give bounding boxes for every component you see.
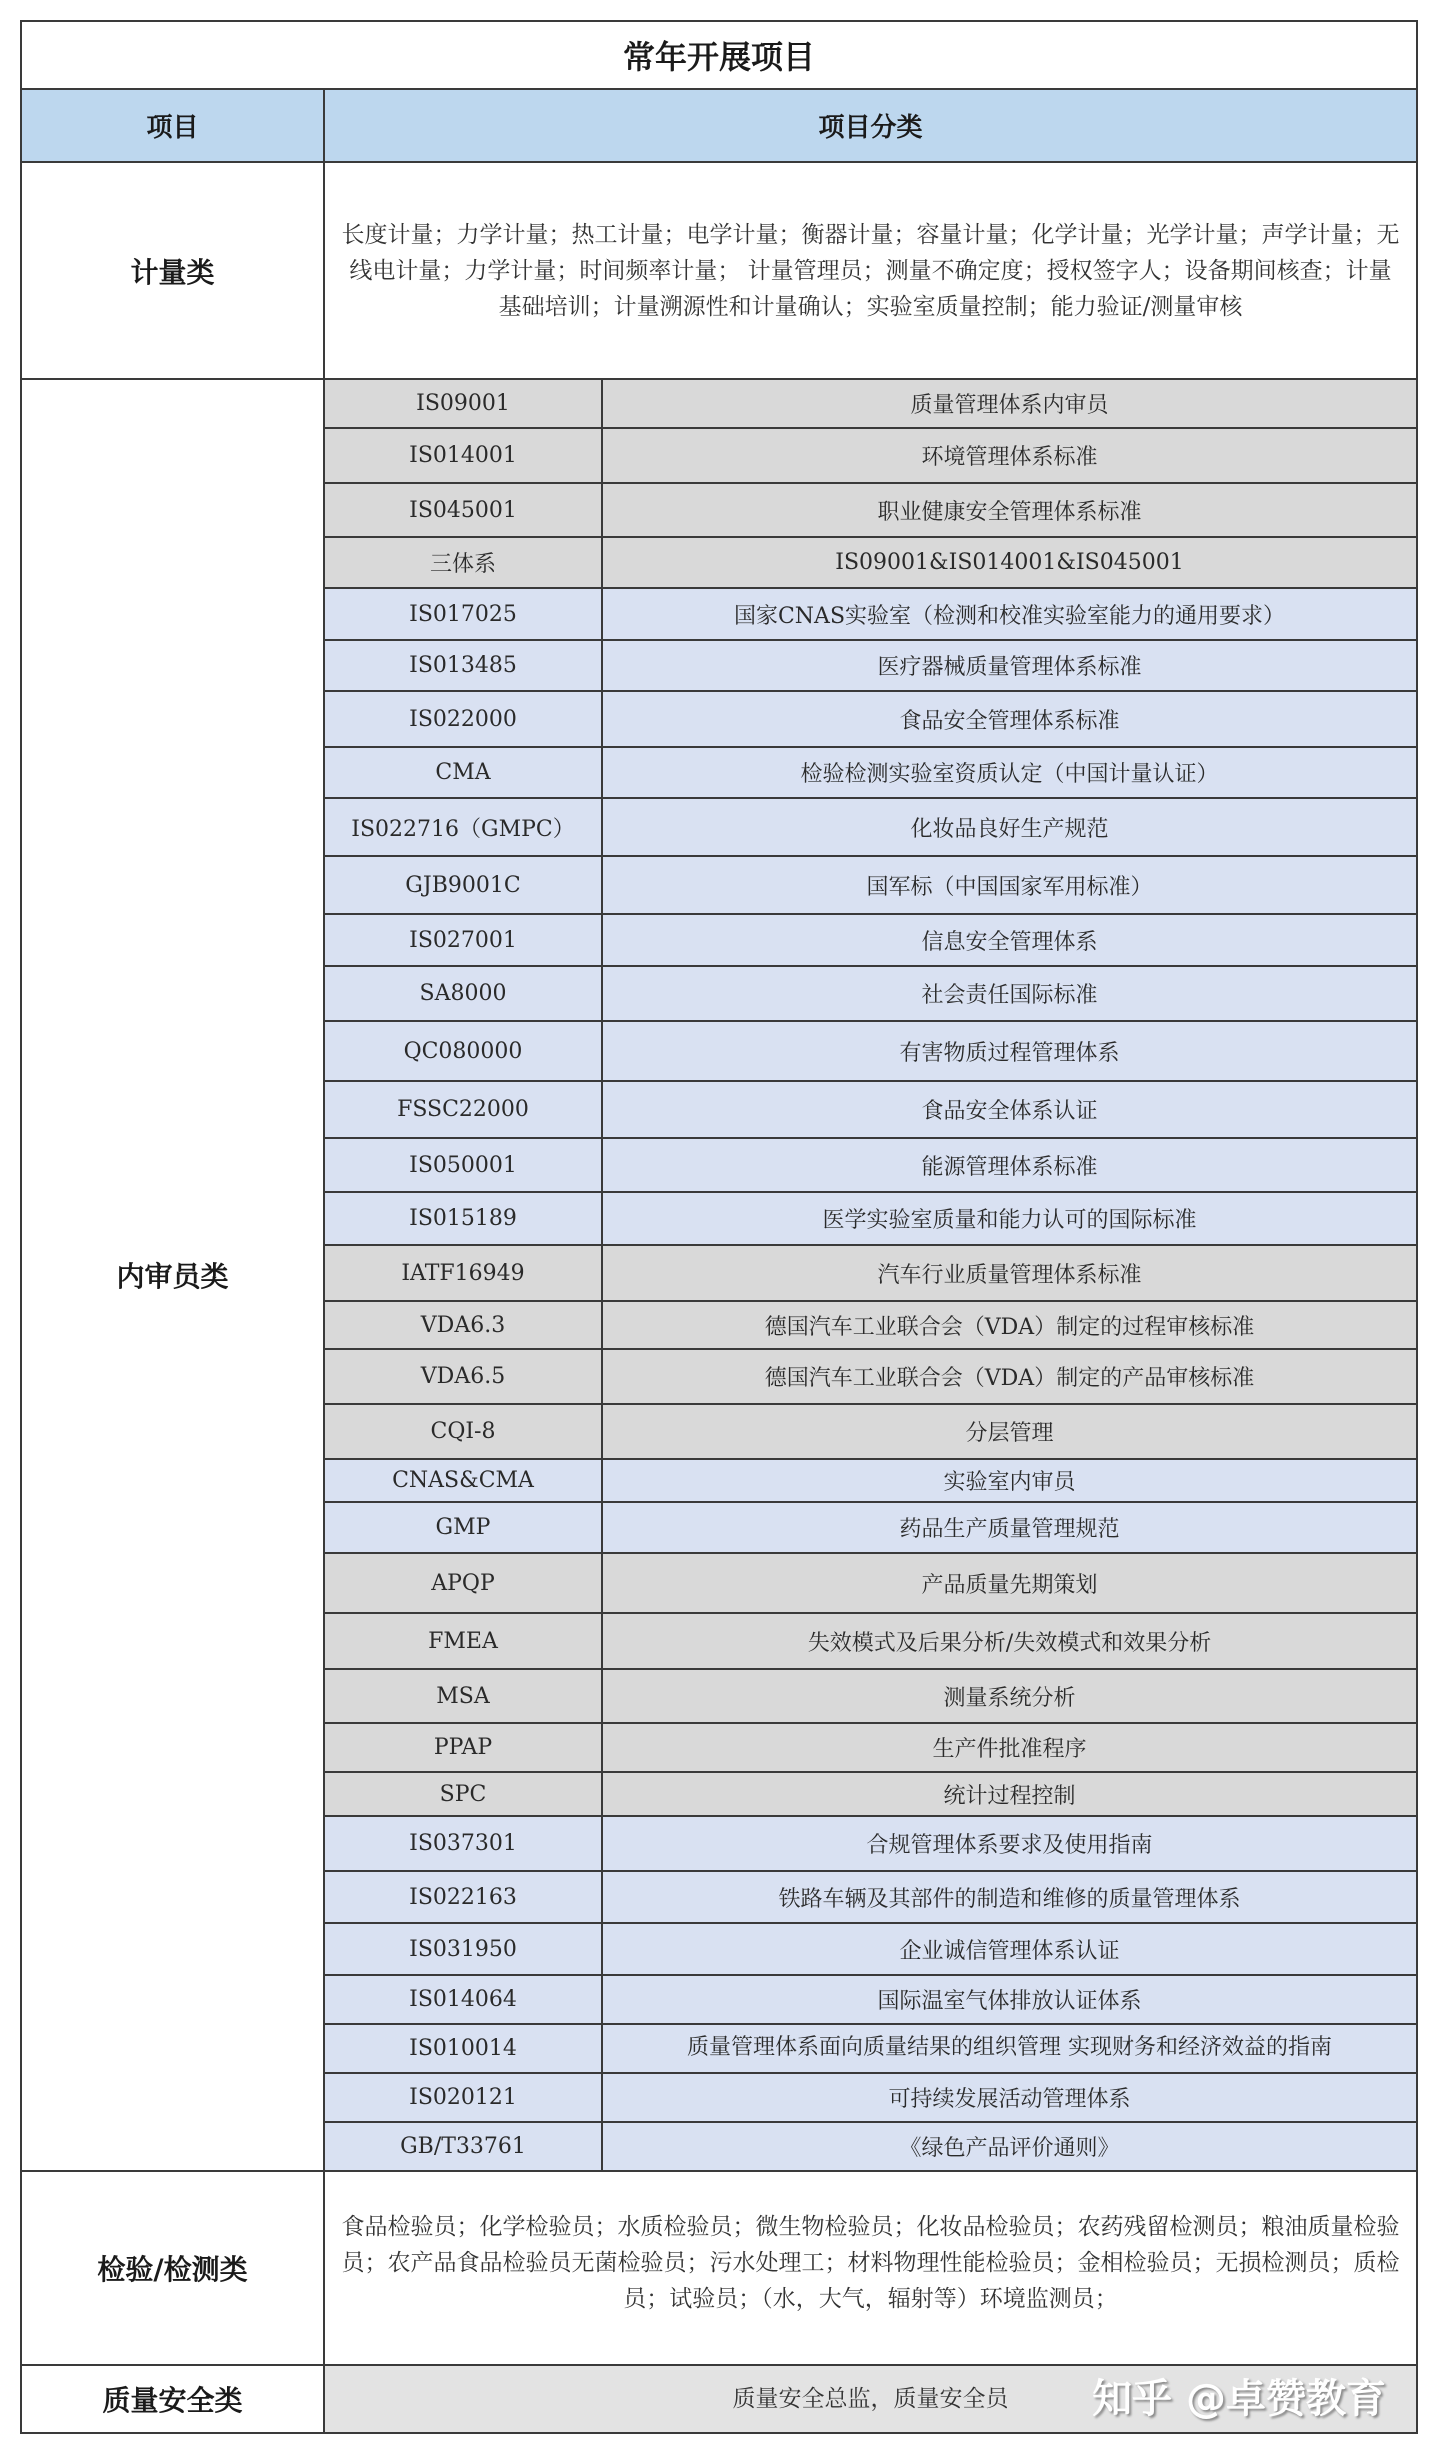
section-inspection bbox=[22, 2172, 1416, 2366]
watermark: 知乎 @卓赞教育 bbox=[1092, 2376, 1386, 2422]
standard-description: 食品安全体系认证 bbox=[921, 1099, 1098, 1124]
standard-code: GMP bbox=[325, 1503, 603, 1552]
standard-description: 生产件批准程序 bbox=[932, 1737, 1087, 1762]
table-row bbox=[325, 380, 1416, 429]
table-row bbox=[325, 484, 1416, 538]
standard-description: 德国汽车工业联合会（VDA）制定的产品审核标准 bbox=[764, 1366, 1255, 1391]
standard-description: 测量系统分析 bbox=[943, 1685, 1076, 1711]
standard-description: 汽车行业质量管理体系标准 bbox=[877, 1262, 1142, 1288]
header-category: 项目分类 bbox=[818, 113, 923, 143]
standard-code: VDA6.5 bbox=[325, 1350, 603, 1403]
table-row bbox=[325, 1817, 1416, 1872]
standard-code: IS022000 bbox=[325, 692, 603, 746]
table-row bbox=[325, 1302, 1416, 1350]
table-row bbox=[325, 857, 1416, 915]
section-text-safety-cell bbox=[325, 2366, 1416, 2432]
standard-description: 职业健康安全管理体系标准 bbox=[877, 499, 1142, 525]
table-row bbox=[325, 1724, 1416, 1773]
section-auditor bbox=[22, 380, 1416, 2172]
table-row bbox=[325, 641, 1416, 692]
table-row bbox=[325, 1773, 1416, 1817]
standard-description: 质量管理体系内审员 bbox=[910, 393, 1109, 418]
standard-code: IS027001 bbox=[325, 915, 603, 965]
standard-description: 德国汽车工业联合会（VDA）制定的过程审核标准 bbox=[764, 1314, 1255, 1340]
table-row bbox=[325, 1976, 1416, 2025]
table-header bbox=[22, 90, 1416, 163]
standard-code: IS022163 bbox=[325, 1872, 603, 1922]
table-row bbox=[325, 2025, 1416, 2074]
standard-description: 有害物质过程管理体系 bbox=[899, 1040, 1120, 1066]
standard-description: 信息安全管理体系 bbox=[921, 929, 1098, 955]
standard-description: 实验室内审员 bbox=[943, 1470, 1076, 1495]
standard-code: VDA6.3 bbox=[325, 1302, 603, 1348]
projects-table bbox=[20, 20, 1418, 2434]
section-safety bbox=[22, 2366, 1416, 2432]
table-row bbox=[325, 2074, 1416, 2123]
section-label-safety: 质量安全类 bbox=[22, 2366, 325, 2432]
standard-code: MSA bbox=[325, 1670, 603, 1722]
standard-code: IS09001 bbox=[325, 380, 603, 427]
standard-code: IS037301 bbox=[325, 1817, 603, 1870]
standard-code: IS014064 bbox=[325, 1976, 603, 2023]
table-row bbox=[325, 589, 1416, 641]
standard-code: GB/T33761 bbox=[325, 2123, 603, 2170]
standard-description: 食品安全管理体系标准 bbox=[899, 708, 1120, 734]
standard-code: GJB9001C bbox=[325, 857, 603, 913]
standard-code: IS045001 bbox=[325, 484, 603, 536]
standard-description: 国军标（中国国家军用标准） bbox=[866, 874, 1153, 900]
standard-description: IS09001&IS014001&IS045001 bbox=[835, 550, 1184, 575]
standard-code: IS010014 bbox=[325, 2025, 603, 2072]
standard-description: 能源管理体系标准 bbox=[921, 1154, 1098, 1180]
table-row bbox=[325, 1554, 1416, 1614]
standard-code: IS017025 bbox=[325, 589, 603, 639]
table-row bbox=[325, 1350, 1416, 1405]
table-row bbox=[325, 1139, 1416, 1193]
section-text-safety: 质量安全总监，质量安全员 bbox=[732, 2386, 1009, 2412]
table-row bbox=[325, 2123, 1416, 2170]
table-row bbox=[325, 1614, 1416, 1670]
standard-code: CQI-8 bbox=[325, 1405, 603, 1458]
standard-description: 失效模式及后果分析/失效模式和效果分析 bbox=[807, 1630, 1212, 1656]
standard-description: 社会责任国际标准 bbox=[921, 983, 1098, 1008]
section-metrology bbox=[22, 163, 1416, 380]
table-row bbox=[325, 799, 1416, 857]
standard-code: IS031950 bbox=[325, 1924, 603, 1974]
table-row bbox=[325, 1022, 1416, 1082]
section-label-inspection: 检验/检测类 bbox=[22, 2172, 325, 2364]
standard-code: IS050001 bbox=[325, 1139, 603, 1191]
standard-code: SA8000 bbox=[325, 967, 603, 1020]
standard-description: 合规管理体系要求及使用指南 bbox=[866, 1833, 1153, 1858]
standard-description: 分层管理 bbox=[965, 1421, 1054, 1446]
table-row bbox=[325, 1670, 1416, 1724]
table-row bbox=[325, 1924, 1416, 1976]
table-row bbox=[325, 692, 1416, 748]
table-row bbox=[325, 967, 1416, 1022]
section-label-auditor: 内审员类 bbox=[22, 380, 325, 2170]
standard-code: 三体系 bbox=[325, 538, 603, 587]
table-row bbox=[325, 1405, 1416, 1460]
standard-code: IS013485 bbox=[325, 641, 603, 690]
standard-code: CMA bbox=[325, 748, 603, 797]
standard-code: IS022716（GMPC） bbox=[325, 799, 603, 855]
standard-description: 医疗器械质量管理体系标准 bbox=[877, 655, 1142, 680]
table-row bbox=[325, 1193, 1416, 1246]
standard-code: IS014001 bbox=[325, 429, 603, 482]
standard-description: 铁路车辆及其部件的制造和维修的质量管理体系 bbox=[778, 1886, 1241, 1912]
table-title: 常年开展项目 bbox=[22, 22, 1416, 90]
table-row bbox=[325, 1460, 1416, 1503]
table-row bbox=[325, 1082, 1416, 1139]
section-label-metrology: 计量类 bbox=[22, 163, 325, 378]
standard-code: SPC bbox=[325, 1773, 603, 1815]
standard-code: APQP bbox=[325, 1554, 603, 1612]
table-row bbox=[325, 915, 1416, 967]
standard-description: 可持续发展活动管理体系 bbox=[888, 2087, 1131, 2112]
standard-code: QC080000 bbox=[325, 1022, 603, 1080]
table-row bbox=[325, 1872, 1416, 1924]
standard-code: CNAS&CMA bbox=[325, 1460, 603, 1501]
standard-description: 环境管理体系标准 bbox=[921, 445, 1098, 470]
standard-code: PPAP bbox=[325, 1724, 603, 1771]
section-text-inspection: 食品检验员；化学检验员；水质检验员；微生物检验员；化妆品检验员；农药残留检测员；粮油质量检验员；农产品食品检验员无菌检验员；污水处理工；材料物理性能检验员；金相检验员；无损检测员；质检员；试验员；（水，大气，辐射等）环境监测员； bbox=[341, 2214, 1400, 2312]
standard-description: 统计过程控制 bbox=[943, 1783, 1076, 1809]
standard-description: 质量管理体系面向质量结果的组织管理 实现财务和经济效益的指南 bbox=[687, 2035, 1332, 2060]
standard-description: 《绿色产品评价通则》 bbox=[899, 2136, 1120, 2161]
table-row bbox=[325, 748, 1416, 799]
standard-description: 国际温室气体排放认证体系 bbox=[877, 1989, 1142, 2014]
header-project: 项目 bbox=[22, 90, 325, 161]
standard-code: FSSC22000 bbox=[325, 1082, 603, 1137]
standard-description: 产品质量先期策划 bbox=[921, 1572, 1098, 1598]
standard-description: 国家CNAS实验室（检测和校准实验室能力的通用要求） bbox=[733, 603, 1286, 629]
table-row bbox=[325, 1246, 1416, 1302]
table-row bbox=[325, 1503, 1416, 1554]
standard-description: 化妆品良好生产规范 bbox=[910, 816, 1109, 842]
standard-code: IS015189 bbox=[325, 1193, 603, 1244]
standard-description: 企业诚信管理体系认证 bbox=[899, 1938, 1120, 1964]
table-row bbox=[325, 538, 1416, 589]
standard-code: IS020121 bbox=[325, 2074, 603, 2121]
table-row bbox=[325, 429, 1416, 484]
standard-code: FMEA bbox=[325, 1614, 603, 1668]
section-text-metrology: 长度计量；力学计量；热工计量；电学计量；衡器计量；容量计量；化学计量；光学计量；声学计量；无线电计量；力学计量；时间频率计量； 计量管理员；测量不确定度；授权签字人；设备期间核查；计量基础培训；计量溯源性和计量确认；实验室质量控制；能力验证/测量审核 bbox=[341, 221, 1400, 320]
standard-description: 医学实验室质量和能力认可的国际标准 bbox=[822, 1208, 1197, 1233]
standard-code: IATF16949 bbox=[325, 1246, 603, 1300]
standard-description: 药品生产质量管理规范 bbox=[899, 1517, 1120, 1542]
standard-description: 检验检测实验室资质认定（中国计量认证） bbox=[800, 762, 1219, 787]
auditor-rows bbox=[325, 380, 1416, 2170]
